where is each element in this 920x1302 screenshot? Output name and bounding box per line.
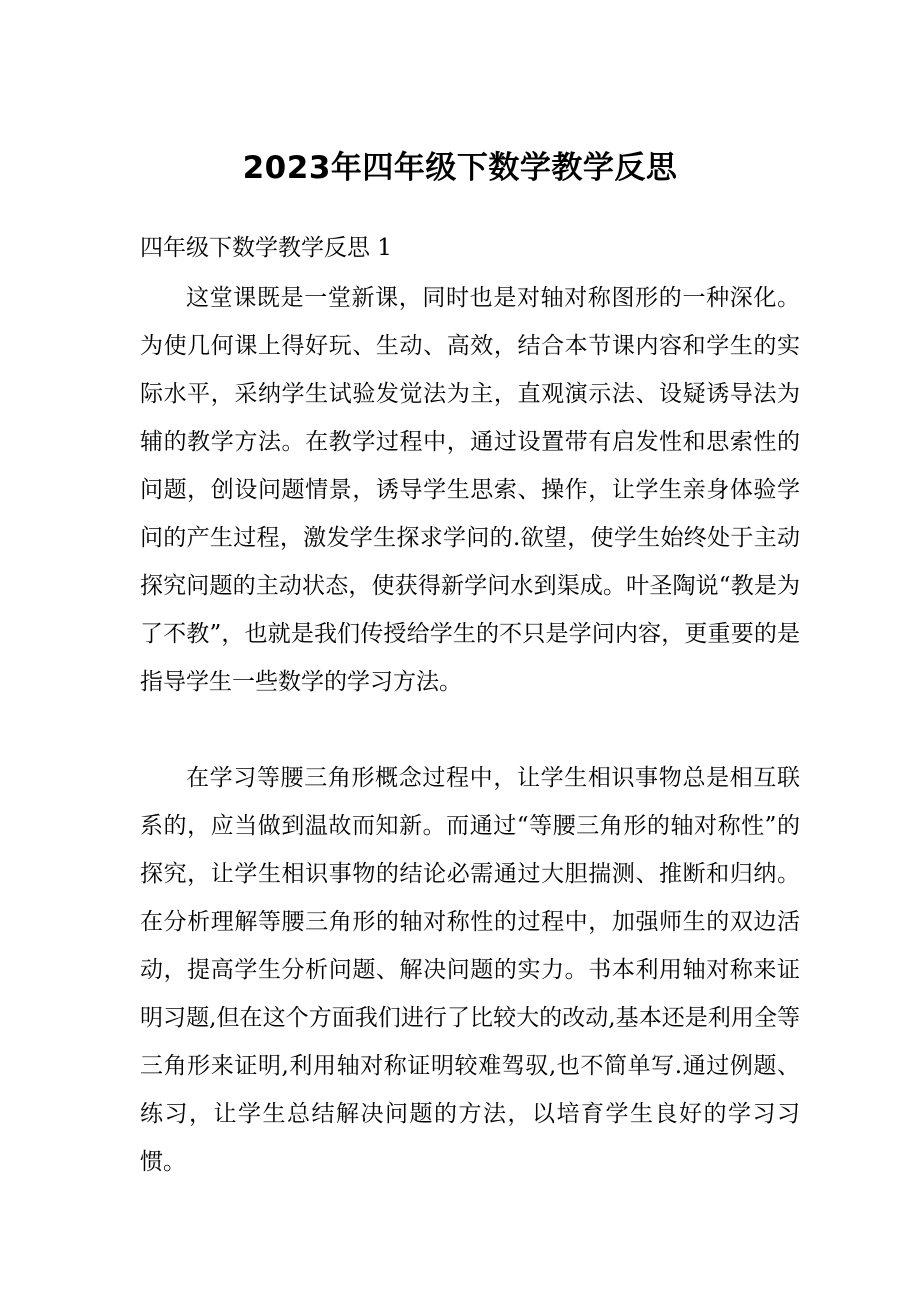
paragraph-1: 这堂课既是一堂新课，同时也是对轴对称图形的一种深化。为使几何课上得好玩、生动、高效，结合本节课内容和学生的实际水平，采纳学生试验发觉法为主，直观演示法、设疑诱导法为辅的教学方法。在教学过程中，通过设置带有启发性和思索性的问题，创设问题情景，诱导学生思索、操作，让学生亲身体验学问的产生过程，激发学生探求学问的.欲望，使学生始终处于主动探究问题的主动状态，使获得新学问水到渠成。叶圣陶说“教是为了不教”，也就是我们传授给学生的不只是学问内容，更重要的是指导学生一些数学的学习方法。	[140, 285, 800, 695]
section-heading: 四年级下数学教学反思 1	[140, 235, 392, 261]
document-title: 2023年四年级下数学教学反思	[242, 150, 678, 186]
paragraph-2: 在学习等腰三角形概念过程中，让学生相识事物总是相互联系的，应当做到温故而知新。而通过“等腰三角形的轴对称性”的探究，让学生相识事物的结论必需通过大胆揣测、推断和归纳。在分析理解等腰三角形的轴对称性的过程中，加强师生的双边活动，提高学生分析问题、解决问题的实力。书本利用轴对称来证明习题,但在这个方面我们进行了比较大的改动,基本还是利用全等三角形来证明,利用轴对称证明较难驾驭,也不简单写.通过例题、练习，让学生总结解决问题的方法，以培育学生良好的学习习惯。	[140, 765, 800, 1175]
